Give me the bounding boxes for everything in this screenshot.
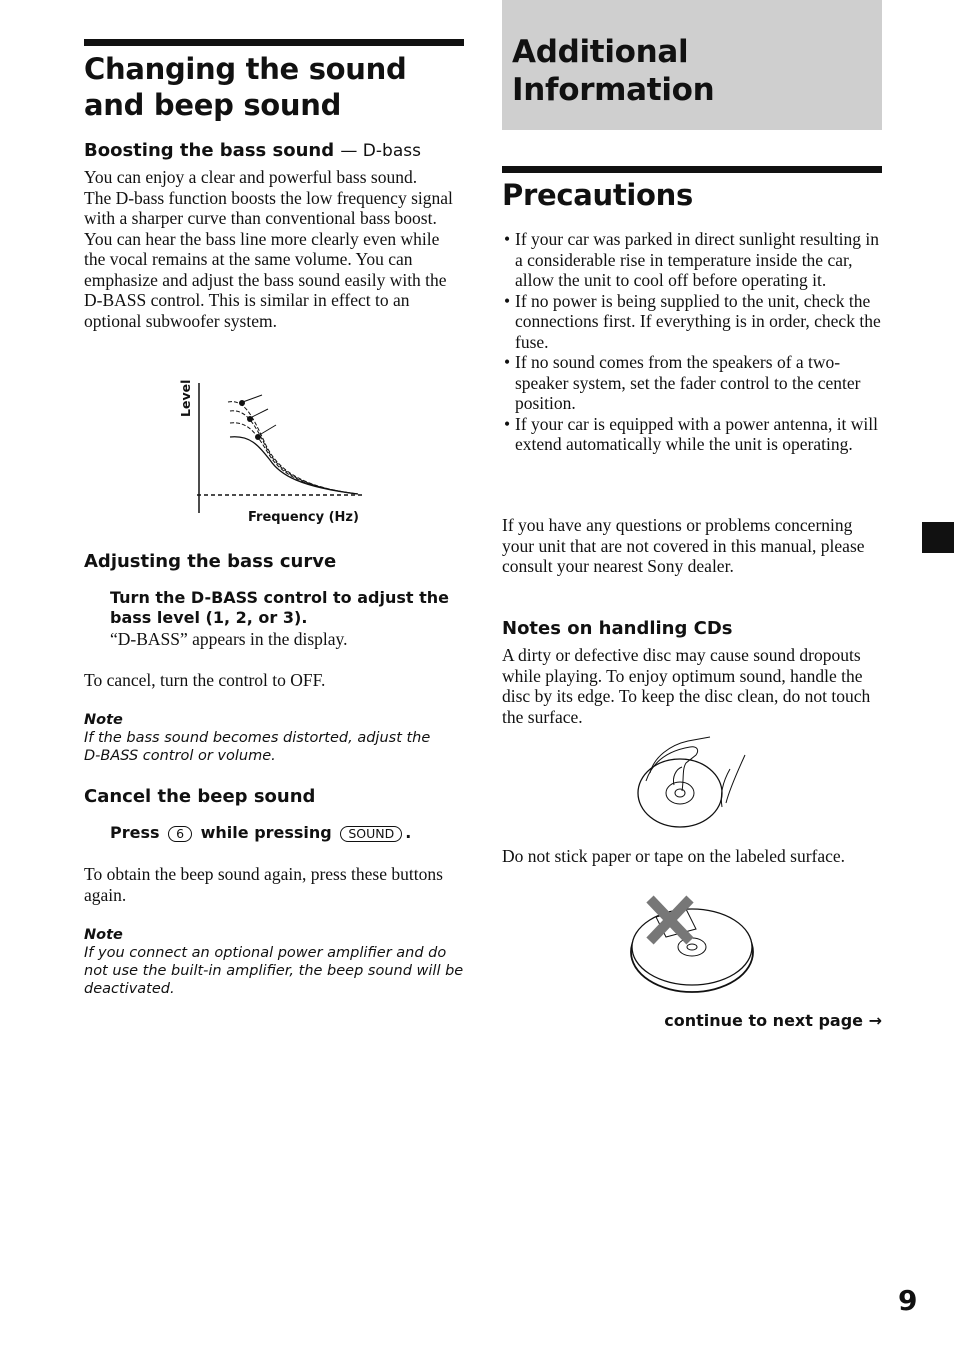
cds-text-2: Do not stick paper or tape on the labeled surface. bbox=[502, 846, 846, 866]
questions-text: If you have any questions or problems concerning your unit that are not covered in this manual, please consult your nearest Sony dealer. bbox=[502, 515, 865, 576]
curve-flat bbox=[230, 437, 358, 494]
curve-step: Turn the D-BASS control to adjust the bass level (1, 2, or 3). bbox=[110, 588, 449, 627]
pointer-dot-2 bbox=[247, 416, 253, 422]
precautions-title: Precautions bbox=[502, 178, 693, 212]
bass-heading-suffix: — D-bass bbox=[340, 141, 421, 161]
cds-heading: Notes on handling CDs bbox=[502, 618, 733, 639]
beep-step-press: Press bbox=[110, 823, 160, 842]
bass-paragraph-1: You can enjoy a clear and powerful bass sound. bbox=[84, 167, 418, 187]
precaution-item-2: • If no power is being supplied to the unit, check the connections first. If everything is in order, check the fuse. bbox=[502, 291, 882, 353]
page-title: Changing the sound and beep sound bbox=[84, 52, 407, 122]
curve-cancel: To cancel, turn the control to OFF. bbox=[84, 670, 326, 690]
curve-3 bbox=[228, 402, 358, 494]
beep-step bbox=[110, 823, 465, 843]
bass-heading-main: Boosting the bass sound bbox=[84, 140, 335, 161]
graph-xlabel: Frequency (Hz) bbox=[248, 510, 359, 525]
section-banner-title: Additional Information bbox=[512, 34, 715, 108]
bass-paragraph-3: You can hear the bass line more clearly even while the vocal remains at the same volume. You can emphasize and adjust the bass sound easily with the D-BASS control. This is similar in effect to an optional subwoofer system. bbox=[84, 228, 447, 331]
beep-note-text: If you connect an optional power amplifier and do not use the built-in amplifier, the beep sound will be deactivated. bbox=[84, 945, 464, 997]
beep-step-while: while pressing bbox=[200, 823, 332, 842]
cds-text-1: A dirty or defective disc may cause sound dropouts while playing. To enjoy optimum sound, handle the disc by its edge. To keep the disc clean, do not touch the surface. bbox=[502, 645, 871, 727]
graph-ylabel: Level bbox=[178, 379, 193, 417]
beep-heading: Cancel the beep sound bbox=[84, 786, 316, 807]
continue-to-next-page: continue to next page → bbox=[664, 1011, 882, 1030]
precautions-list bbox=[502, 229, 882, 455]
bass-body bbox=[84, 167, 459, 331]
bass-paragraph-2: The D-bass function boosts the low frequency signal with a sharper curve than conventional bass boost. bbox=[84, 187, 453, 228]
disc-handling-illustration bbox=[630, 733, 755, 833]
page-number: 9 bbox=[898, 1284, 918, 1317]
curve-note-text: If the bass sound becomes distorted, adjust the D-BASS control or volume. bbox=[84, 730, 431, 764]
curve-step-result: “D-BASS” appears in the display. bbox=[110, 629, 348, 649]
section-banner bbox=[502, 0, 882, 130]
pointer-dot-3 bbox=[255, 434, 261, 440]
dbass-graph bbox=[170, 375, 370, 530]
no-tape-disc-illustration bbox=[628, 895, 758, 995]
left-title-rule bbox=[84, 39, 464, 46]
precaution-item-4: • If your car is equipped with a power antenna, it will extend automatically while the unit is operating. bbox=[502, 414, 882, 455]
beep-step-end: . bbox=[405, 823, 412, 842]
sound-button: SOUND bbox=[340, 826, 402, 842]
curve-1 bbox=[230, 423, 358, 494]
pointer-dot-1 bbox=[239, 400, 245, 406]
key-6-button: 6 bbox=[168, 826, 192, 842]
curve-note-title: Note bbox=[84, 712, 123, 728]
bass-heading bbox=[84, 140, 464, 162]
curve-2 bbox=[230, 411, 358, 494]
precaution-item-3: • If no sound comes from the speakers of a two-speaker system, set the fader control to the center position. bbox=[502, 352, 882, 414]
beep-note-title: Note bbox=[84, 927, 123, 943]
precaution-item-1: • If your car was parked in direct sunlight resulting in a considerable rise in temperature inside the car, allow the unit to cool off before operating it. bbox=[502, 229, 882, 291]
curve-heading: Adjusting the bass curve bbox=[84, 551, 337, 572]
beep-restore: To obtain the beep sound again, press these buttons again. bbox=[84, 864, 443, 905]
precautions-rule bbox=[502, 166, 882, 173]
side-tab-marker bbox=[922, 522, 954, 553]
